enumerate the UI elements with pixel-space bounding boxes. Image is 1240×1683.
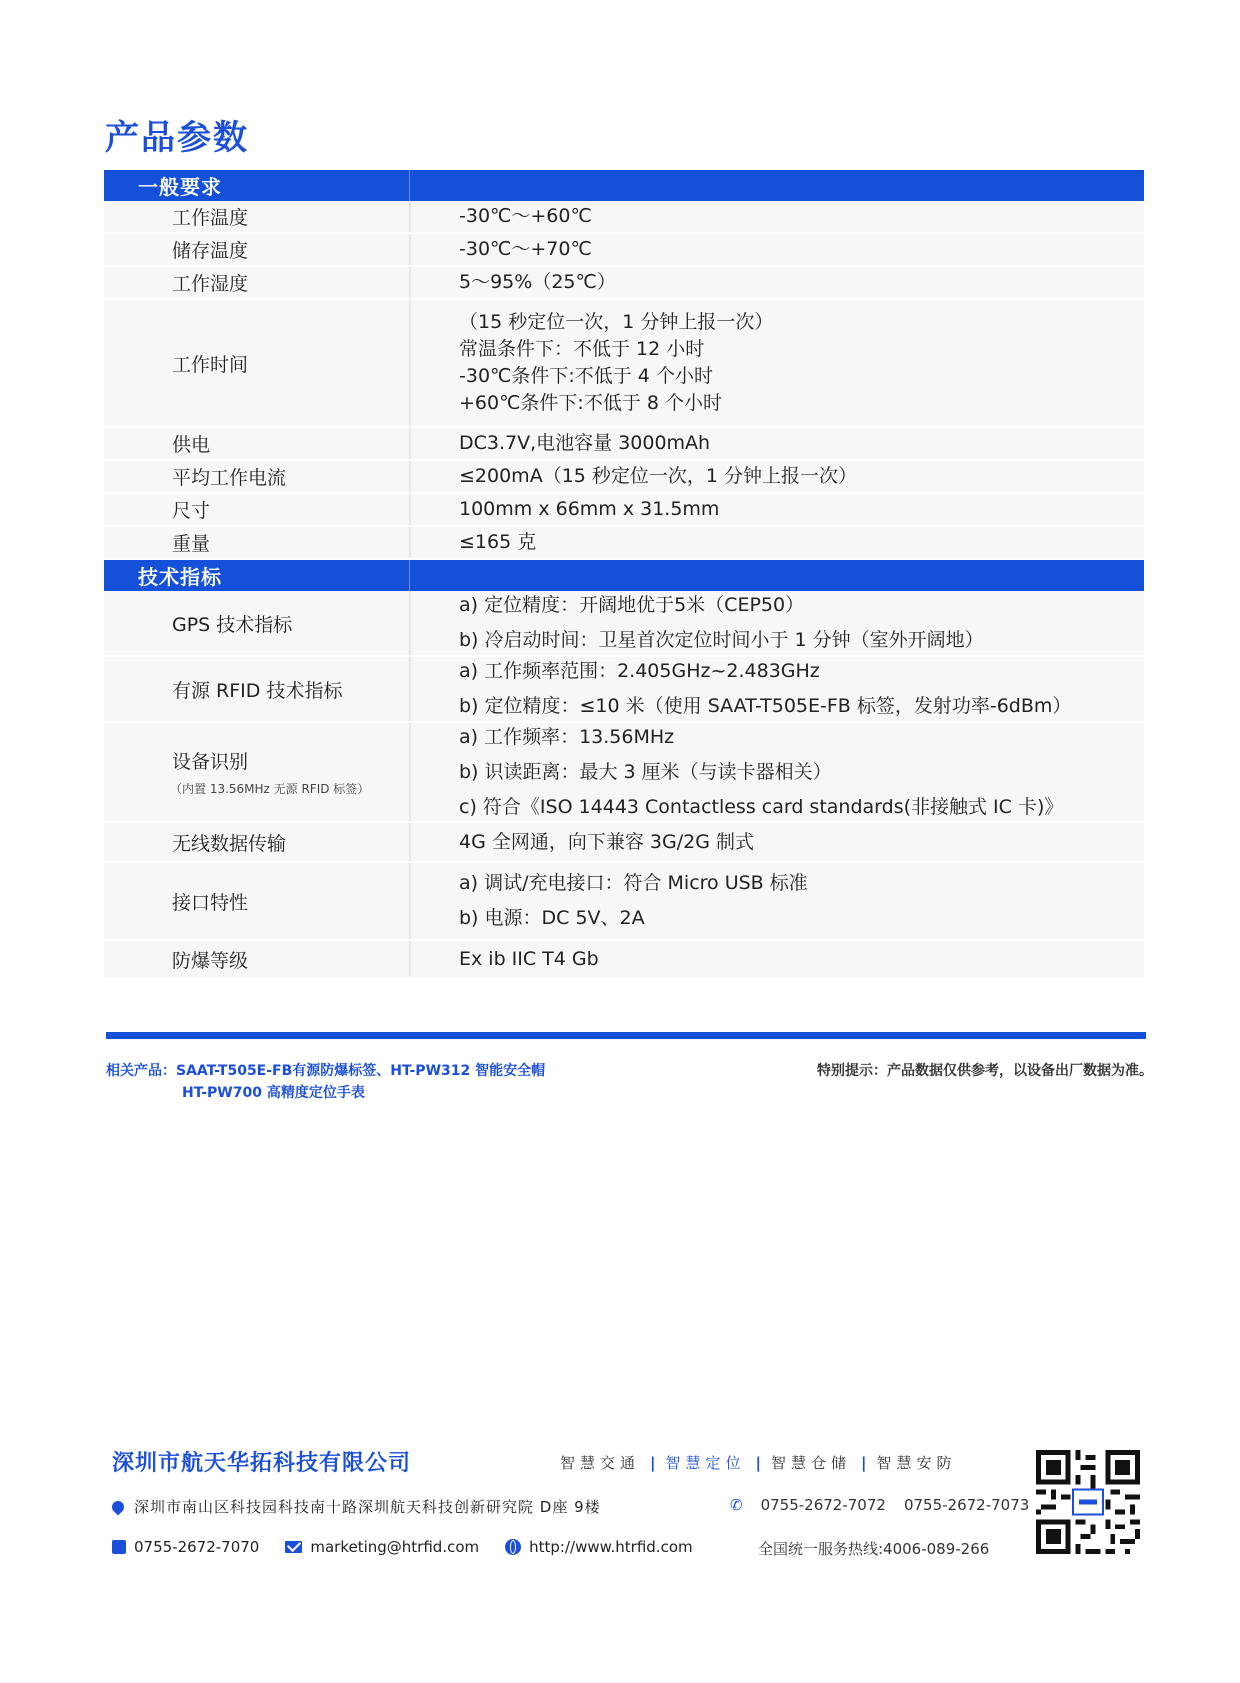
row-value-cell — [411, 428, 1144, 459]
address-text: 深圳市南山区科技园科技南十路深圳航天科技创新研究院 D座 9楼 — [134, 1498, 601, 1516]
table-row — [104, 300, 1144, 428]
row-label: 重量 — [172, 533, 211, 555]
row-value-cell — [411, 527, 1144, 558]
row-value-cell — [411, 494, 1144, 525]
phone-numbers — [730, 1496, 1047, 1514]
table-row — [104, 823, 1144, 863]
row-value-line: -30℃～+70℃ — [459, 238, 592, 260]
fax-icon — [112, 1540, 126, 1554]
email-link[interactable]: marketing@htrfid.com — [310, 1538, 480, 1556]
website-link[interactable]: http://www.htrfid.com — [529, 1538, 693, 1556]
row-value-cell — [411, 723, 1144, 821]
slogan-traffic: 智慧交通 — [560, 1454, 641, 1472]
fax-item — [112, 1538, 259, 1556]
address — [112, 1496, 601, 1517]
phone-number-2: 0755-2672-7073 — [903, 1496, 1030, 1514]
fax-number: 0755-2672-7070 — [134, 1538, 260, 1556]
row-label: 无线数据传输 — [172, 832, 287, 855]
row-value-line: +60℃条件下:不低于 8 个小时 — [459, 392, 723, 414]
phone-icon: ✆ — [730, 1496, 743, 1514]
related-products-line2: HT-PW700 高精度定位手表 — [182, 1085, 365, 1101]
slogan-separator: | — [861, 1453, 867, 1472]
row-value-cell — [411, 941, 1144, 977]
row-value-line: 4G 全网通，向下兼容 3G/2G 制式 — [459, 830, 754, 853]
row-value-line: b) 定位精度：≤10 米（使用 SAAT-T505E-FB 标签，发射功率-6dBm） — [459, 695, 1072, 717]
slogans — [560, 1452, 957, 1473]
slogan-positioning: 智慧定位 — [665, 1454, 746, 1472]
section-heading: 一般要求 — [104, 170, 1144, 201]
row-label-cell — [104, 300, 411, 426]
row-label-cell — [104, 461, 411, 492]
row-label: 防爆等级 — [172, 949, 249, 972]
row-label: 工作温度 — [172, 207, 249, 229]
related-products — [106, 1060, 545, 1104]
data-notice: 特别提示：产品数据仅供参考，以设备出厂数据为准。 — [817, 1063, 1153, 1079]
row-label-cell — [104, 494, 411, 525]
globe-icon — [505, 1539, 521, 1555]
table-row — [104, 461, 1144, 494]
table-row — [104, 267, 1144, 300]
row-label: 平均工作电流 — [172, 467, 287, 489]
row-value-cell — [411, 300, 1144, 426]
website-item[interactable] — [505, 1538, 692, 1556]
row-value-line: b) 电源：DC 5V、2A — [459, 907, 645, 929]
table-row — [104, 234, 1144, 267]
slogan-warehouse: 智慧仓储 — [771, 1454, 852, 1472]
row-value-line: a) 调试/充电接口：符合 Micro USB 标准 — [459, 872, 808, 894]
row-label-cell — [104, 863, 411, 939]
row-sublabel: （内置 13.56MHz 无源 RFID 标签） — [170, 782, 370, 796]
row-label: 有源 RFID 技术指标 — [172, 679, 343, 702]
mail-icon — [285, 1541, 302, 1553]
row-value-line: （15 秒定位一次，1 分钟上报一次） — [459, 311, 774, 333]
row-value-cell — [411, 201, 1144, 232]
row-label-cell — [104, 657, 411, 721]
row-value-line: 100mm x 66mm x 31.5mm — [459, 498, 720, 520]
service-hotline: 全国统一服务热线:4006-089-266 — [758, 1540, 990, 1558]
related-products-line1: 相关产品：SAAT-T505E-FB有源防爆标签、HT-PW312 智能安全帽 — [106, 1063, 546, 1079]
row-label: 接口特性 — [172, 891, 249, 914]
table-row — [104, 494, 1144, 527]
row-value-line: 常温条件下：不低于 12 小时 — [459, 338, 705, 360]
spec-table — [104, 170, 1144, 979]
row-value-line: 5～95%（25℃） — [459, 271, 616, 293]
page-title: 产品参数 — [105, 118, 249, 158]
table-row — [104, 527, 1144, 560]
table-row — [104, 657, 1144, 723]
slogan-security: 智慧安防 — [876, 1454, 957, 1472]
row-label-cell — [104, 267, 411, 298]
table-row — [104, 591, 1144, 657]
row-value-line: ≤200mA（15 秒定位一次，1 分钟上报一次） — [459, 465, 858, 487]
slogan-separator: | — [650, 1453, 656, 1472]
contact-row — [112, 1538, 719, 1556]
table-row — [104, 428, 1144, 461]
row-value-cell — [411, 657, 1144, 721]
row-value-cell — [411, 234, 1144, 265]
row-label-cell — [104, 823, 411, 861]
row-label: 工作时间 — [172, 353, 249, 376]
row-label: 供电 — [172, 434, 211, 456]
row-value-line: Ex ib IIC T4 Gb — [459, 947, 599, 970]
row-value-line: a) 工作频率：13.56MHz — [459, 725, 675, 748]
row-value-line: DC3.7V,电池容量 3000mAh — [459, 432, 711, 454]
phone-number-1: 0755-2672-7072 — [760, 1496, 886, 1514]
row-label: 工作湿度 — [172, 273, 249, 295]
table-row — [104, 723, 1144, 823]
slogan-separator: | — [755, 1453, 761, 1472]
section-heading: 技术指标 — [104, 560, 1144, 591]
row-value-cell — [411, 267, 1144, 298]
row-value-line: -30℃条件下:不低于 4 个小时 — [459, 365, 713, 387]
row-value-line: b) 识读距离：最大 3 厘米（与读卡器相关） — [459, 760, 832, 783]
row-label-cell — [104, 201, 411, 232]
row-value-cell — [411, 591, 1144, 655]
row-value-line: b) 冷启动时间：卫星首次定位时间小于 1 分钟（室外开阔地） — [459, 629, 984, 651]
row-value-cell — [411, 461, 1144, 492]
email-item[interactable] — [285, 1538, 479, 1556]
qr-code-icon — [1036, 1450, 1140, 1554]
row-value-line: ≤165 克 — [459, 531, 537, 553]
row-label-cell — [104, 234, 411, 265]
row-label: 储存温度 — [172, 240, 249, 262]
row-value-line: c) 符合《ISO 14443 Contactless card standards(非接触式 IC 卡)》 — [459, 795, 1064, 818]
row-value-line: a) 定位精度：开阔地优于5米（CEP50） — [459, 594, 805, 616]
row-label-cell — [104, 591, 411, 655]
row-value-cell — [411, 823, 1144, 861]
row-label-cell — [104, 723, 411, 821]
table-row — [104, 201, 1144, 234]
row-value-cell — [411, 863, 1144, 939]
row-label: GPS 技术指标 — [172, 613, 293, 636]
table-row — [104, 863, 1144, 941]
location-pin-icon — [110, 1498, 127, 1515]
table-row — [104, 941, 1144, 979]
company-name: 深圳市航天华拓科技有限公司 — [112, 1451, 412, 1476]
row-value-line: -30℃～+60℃ — [459, 205, 592, 227]
table-bottom-rule — [106, 1032, 1146, 1039]
row-value-line: a) 工作频率范围：2.405GHz~2.483GHz — [459, 660, 820, 682]
row-label-cell — [104, 428, 411, 459]
row-label-cell — [104, 941, 411, 977]
row-label-cell — [104, 527, 411, 558]
row-label: 尺寸 — [172, 500, 211, 522]
row-label: 设备识别 — [172, 751, 249, 773]
